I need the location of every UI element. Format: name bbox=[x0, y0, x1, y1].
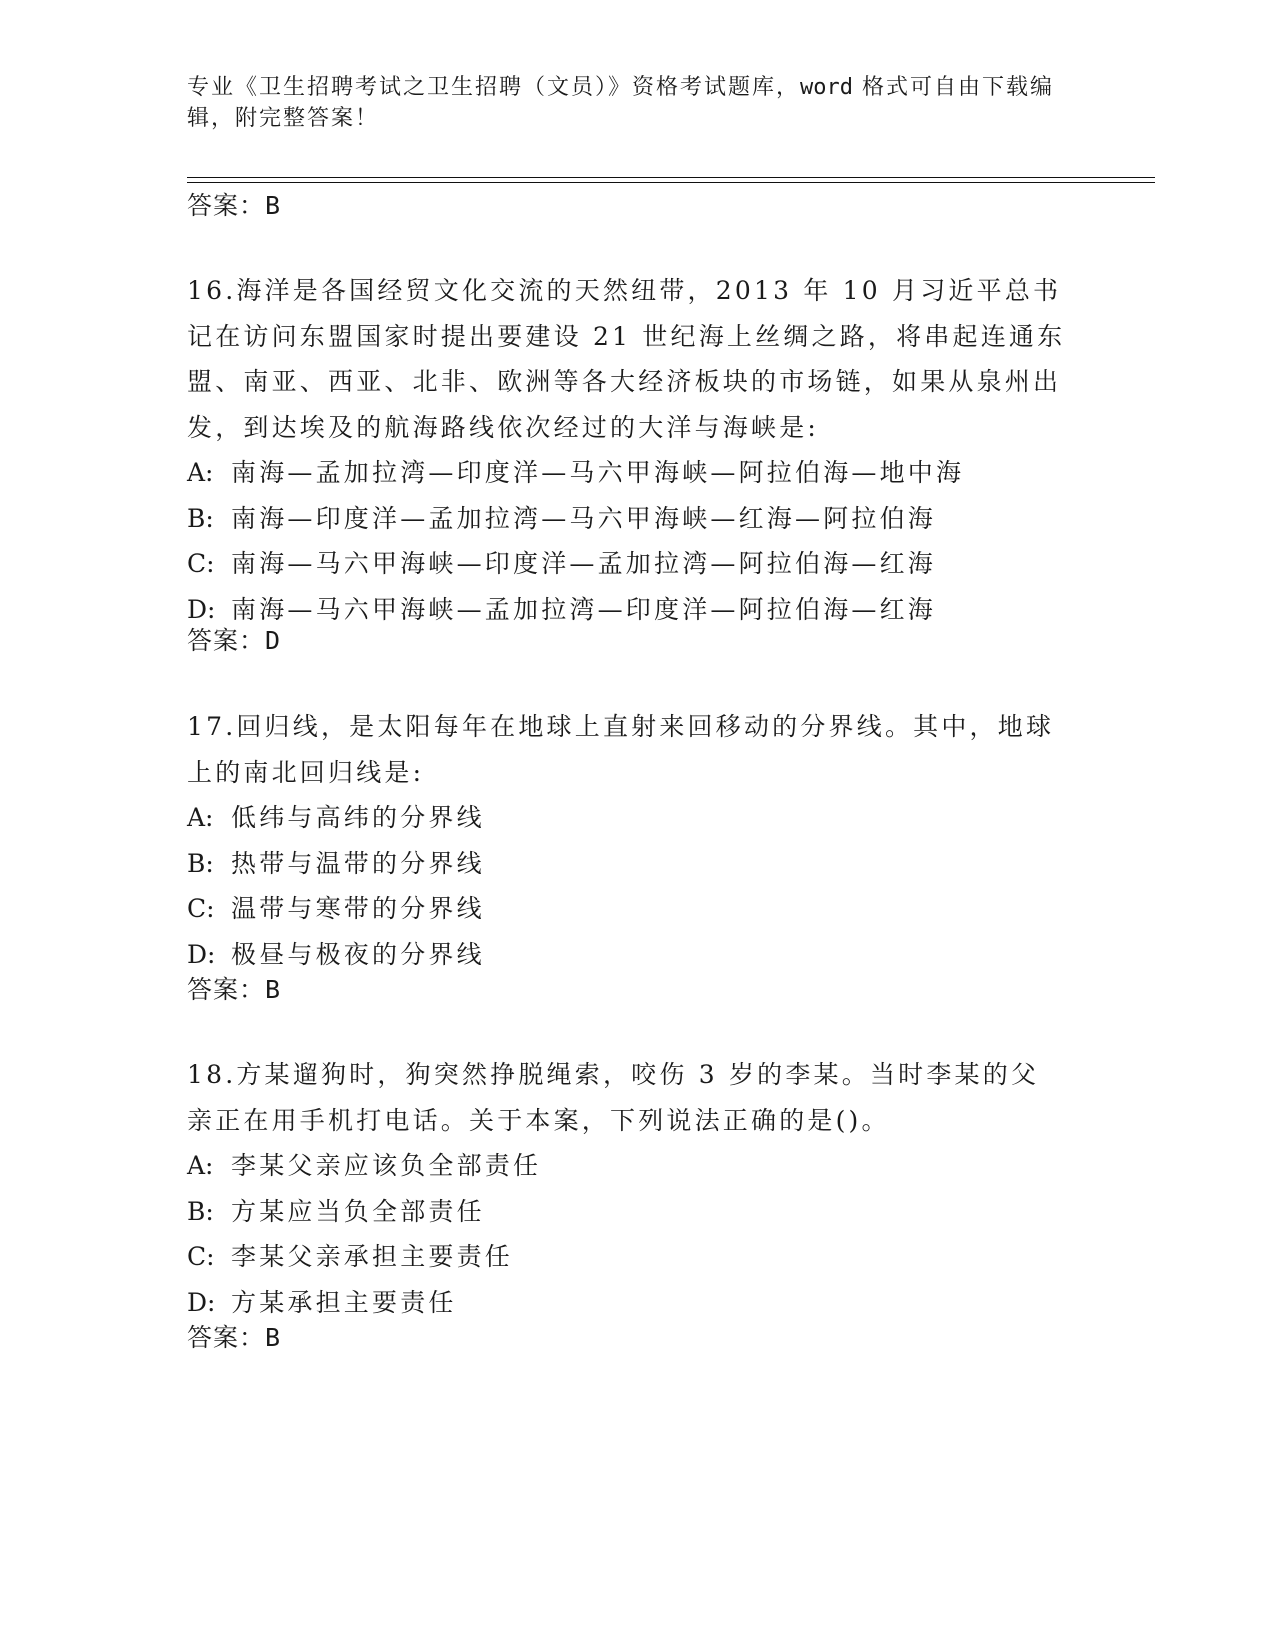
option-text: 热带与温带的分界线 bbox=[231, 848, 485, 878]
option-b bbox=[187, 841, 1067, 887]
option-c bbox=[187, 1234, 1067, 1280]
option-key: D: bbox=[187, 939, 216, 969]
header-text-tail: 格式可自由下载编辑，附完整答案！ bbox=[187, 75, 1054, 131]
question-18 bbox=[187, 1052, 1067, 1325]
option-a bbox=[187, 795, 1067, 841]
option-text: 方某应当负全部责任 bbox=[231, 1196, 485, 1226]
answer-label: 答案： bbox=[187, 975, 266, 1004]
answer-label: 答案： bbox=[187, 191, 266, 220]
option-a bbox=[187, 450, 1067, 496]
option-c bbox=[187, 541, 1067, 587]
header-text: 专业《卫生招聘考试之卫生招聘（文员）》资格考试题库， bbox=[187, 75, 801, 100]
option-key: D: bbox=[187, 594, 216, 624]
option-key: C: bbox=[187, 1242, 215, 1271]
option-d bbox=[187, 1280, 1067, 1326]
option-key: B: bbox=[187, 1196, 214, 1226]
option-text: 南海—马六甲海峡—孟加拉湾—印度洋—阿拉伯海—红海 bbox=[231, 594, 937, 624]
answer-value: B bbox=[265, 975, 282, 1004]
option-c bbox=[187, 886, 1067, 932]
option-b bbox=[187, 1189, 1067, 1235]
option-key: A: bbox=[187, 458, 214, 487]
option-key: C: bbox=[187, 549, 215, 578]
option-text: 李某父亲承担主要责任 bbox=[231, 1242, 514, 1271]
answer-value: D bbox=[265, 626, 282, 655]
answer-16 bbox=[187, 621, 281, 657]
option-text: 低纬与高纬的分界线 bbox=[231, 803, 485, 832]
option-d bbox=[187, 587, 1067, 633]
option-a bbox=[187, 1143, 1067, 1189]
question-16 bbox=[187, 268, 1067, 632]
previous-answer bbox=[187, 186, 281, 222]
option-text: 南海—印度洋—孟加拉湾—马六甲海峡—红海—阿拉伯海 bbox=[231, 503, 937, 533]
question-17 bbox=[187, 704, 1067, 977]
answer-value: B bbox=[265, 191, 282, 220]
option-key: B: bbox=[187, 503, 214, 533]
option-key: B: bbox=[187, 848, 214, 878]
answer-value: B bbox=[265, 1323, 282, 1352]
option-text: 李某父亲应该负全部责任 bbox=[231, 1151, 542, 1180]
answer-17 bbox=[187, 970, 281, 1006]
option-text: 方某承担主要责任 bbox=[231, 1287, 457, 1317]
question-text: 17.回归线，是太阳每年在地球上直射来回移动的分界线。其中，地球上的南北回归线是: bbox=[187, 712, 1055, 787]
option-key: A: bbox=[187, 1151, 214, 1180]
question-text: 18.方某遛狗时，狗突然挣脱绳索，咬伤 3 岁的李某。当时李某的父亲正在用手机打电话。关于本案，下列说法正确的是()。 bbox=[187, 1060, 1040, 1135]
option-text: 极昼与极夜的分界线 bbox=[231, 939, 485, 969]
answer-18 bbox=[187, 1318, 281, 1354]
header-keyword: word bbox=[800, 75, 853, 100]
option-d bbox=[187, 932, 1067, 978]
option-text: 南海—孟加拉湾—印度洋—马六甲海峡—阿拉伯海—地中海 bbox=[231, 458, 965, 487]
option-key: D: bbox=[187, 1287, 216, 1317]
question-text: 16.海洋是各国经贸文化交流的天然纽带，2013 年 10 月习近平总书记在访问东盟国家时提出要建设 21 世纪海上丝绸之路，将串起连通东盟、南亚、西亚、北非、欧洲等各大经济板块的市场链，如果从泉州出发，到达埃及的航海路线依次经过的大洋与海峡是: bbox=[187, 276, 1066, 442]
header-divider-bottom bbox=[187, 182, 1155, 183]
document-header bbox=[187, 72, 1087, 134]
option-text: 南海—马六甲海峡—印度洋—孟加拉湾—阿拉伯海—红海 bbox=[231, 549, 937, 578]
option-key: C: bbox=[187, 894, 215, 923]
option-text: 温带与寒带的分界线 bbox=[231, 894, 485, 923]
answer-label: 答案： bbox=[187, 626, 266, 655]
option-key: A: bbox=[187, 803, 214, 832]
option-b bbox=[187, 496, 1067, 542]
header-divider-top bbox=[187, 177, 1155, 178]
answer-label: 答案： bbox=[187, 1323, 266, 1352]
